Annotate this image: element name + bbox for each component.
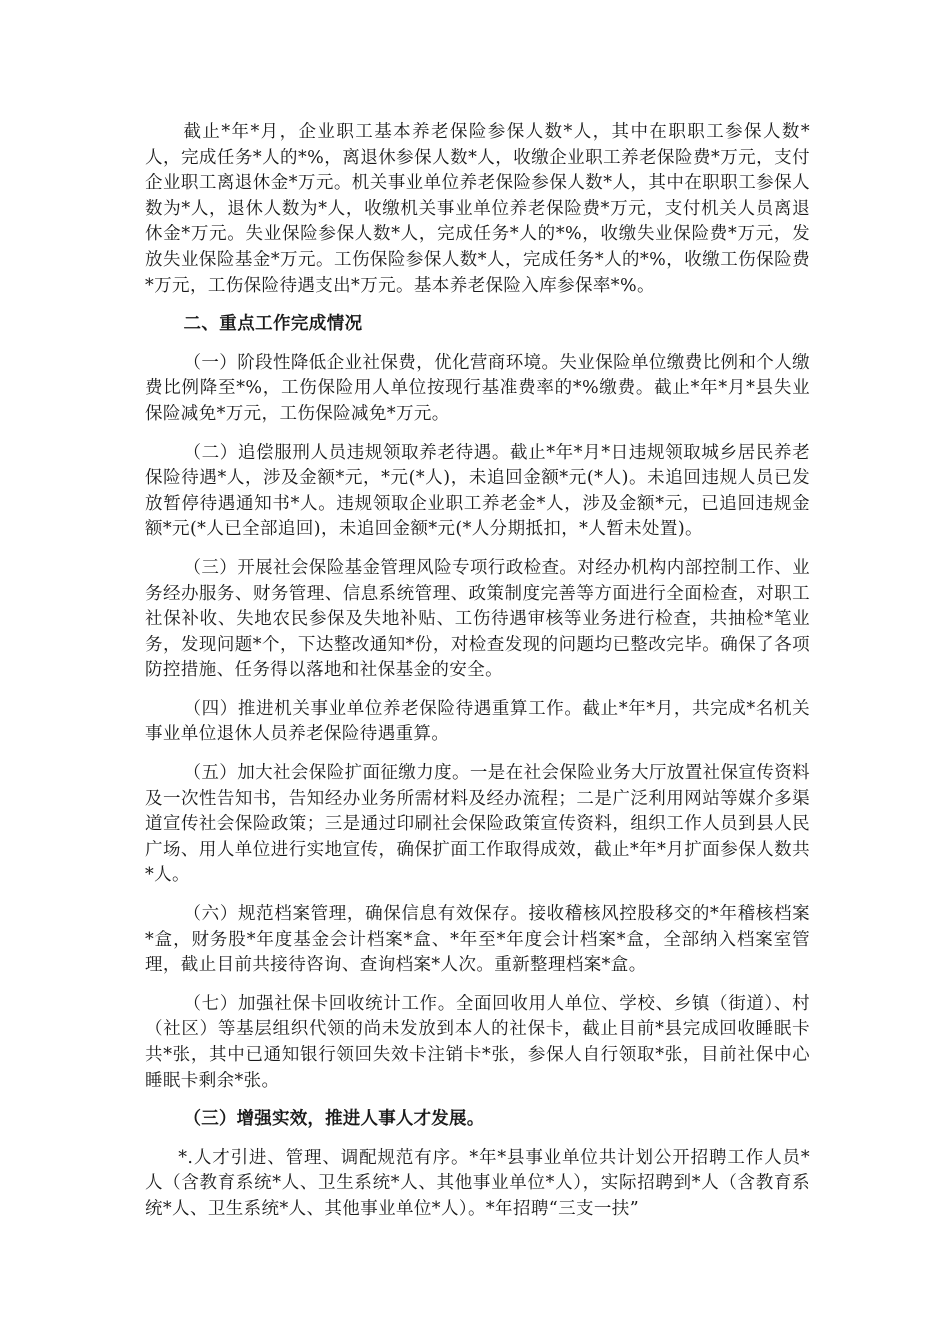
paragraph-recover-pensions: （二）追偿服刑人员违规领取养老待遇。截止*年*月*日违规领取城乡居民养老保险待遇*人，涉及金额*元，*元(*人)，未追回金额*元(*人)。未追回违规人员已发放暂停待遇通知书*人。违规领取企业职工养老金*人，涉及金额*元，已追回违规金额*元(*人已全部追回)，未追回金额*元(*人分期抵扣，*人暂未处置)。	[145, 442, 810, 540]
paragraph-talent-recruitment: *.人才引进、管理、调配规范有序。*年*县事业单位共计划公开招聘工作人员*人（含教育系统*人、卫生系统*人、其他事业单位*人），实际招聘到*人（含教育系统*人、卫生系统*人、其他事业单位*人）。*年招聘“三支一扶”	[145, 1147, 810, 1219]
paragraph-fund-inspection: （三）开展社会保险基金管理风险专项行政检查。对经办机构内部控制工作、业务经办服务、财务管理、信息系统管理、政策制度完善等方面进行全面检查，对职工社保补收、失地农民参保及失地补贴、工伤待遇审核等业务进行检查，共抽检*笔业务，发现问题*个，下达整改通知*份，对检查发现的问题均已整改完毕。确保了各项防控措施、任务得以落地和社保基金的安全。	[145, 557, 810, 681]
paragraph-archives: （六）规范档案管理，确保信息有效保存。接收稽核风控股移交的*年稽核档案*盒，财务股*年度基金会计档案*盒、*年至*年度会计档案*盒，全部纳入档案室管理，截止目前共接待咨询、查询档案*人次。重新整理档案*盒。	[145, 904, 810, 976]
paragraph-reduce-fees: （一）阶段性降低企业社保费，优化营商环境。失业保险单位缴费比例和个人缴费比例降至*%，工伤保险用人单位按现行基准费率的*%缴费。截止*年*月*县失业保险减免*万元，工伤保险减免*万元。	[145, 352, 810, 424]
paragraph-insurance-statistics: 截止*年*月，企业职工基本养老保险参保人数*人，其中在职职工参保人数*人，完成任务*人的*%，离退休参保人数*人，收缴企业职工养老保险费*万元，支付企业职工离退休金*万元。机关事业单位养老保险参保人数*人，其中在职职工参保人数为*人，退休人数为*人，收缴机关事业单位养老保险费*万元，支付机关人员离退休金*万元。失业保险参保人数*人，完成任务*人的*%，收缴失业保险费*万元，发放失业保险基金*万元。工伤保险参保人数*人，完成任务*人的*%，收缴工伤保险费*万元，工伤保险待遇支出*万元。基本养老保险入库参保率*%。	[145, 122, 810, 296]
paragraph-recalculation: （四）推进机关事业单位养老保险待遇重算工作。截止*年*月，共完成*名机关事业单位退休人员养老保险待遇重算。	[145, 698, 810, 745]
section-heading-personnel: （三）增强实效，推进人事人才发展。	[183, 1109, 485, 1130]
paragraph-expansion: （五）加大社会保险扩面征缴力度。一是在社会保险业务大厅放置社保宣传资料及一次性告知书，告知经办业务所需材料及经办流程；二是广泛利用网站等媒介多渠道宣传社会保险政策；三是通过印刷社会保险政策宣传资料，组织工作人员到县人民广场、用人单位进行实地宣传，确保扩面工作取得成效，截止*年*月扩面参保人数共*人。	[145, 763, 810, 886]
section-heading-key-work: 二、重点工作完成情况	[183, 314, 363, 335]
paragraph-social-security-cards: （七）加强社保卡回收统计工作。全面回收用人单位、学校、乡镇（街道）、村（社区）等基层组织代领的尚未发放到本人的社保卡，截止目前*县完成回收睡眠卡共*张，其中已通知银行领回失效卡注销卡*张，参保人自行领取*张，目前社保中心睡眠卡剩余*张。	[145, 993, 810, 1091]
document-page	[145, 120, 810, 1236]
